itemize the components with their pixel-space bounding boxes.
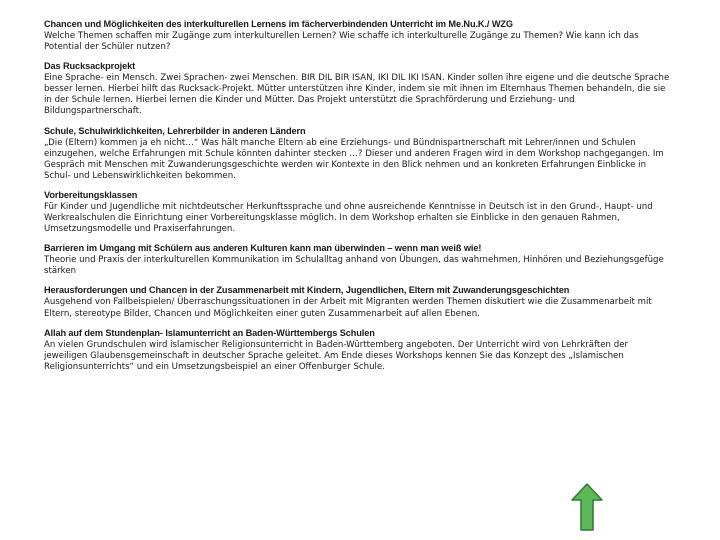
section-rucksackprojekt (44, 61, 674, 117)
section-heading: Schule, Schulwirklichkeiten, Lehrerbilder in anderen Ländern (44, 125, 306, 136)
section-heading: Das Rucksackprojekt (44, 61, 136, 72)
section-heading: Barrieren im Umgang mit Schülern aus anderen Kulturen kann man überwinden – wenn man weiß wie! (44, 243, 482, 254)
section-schulwirklichkeiten (44, 126, 674, 182)
section-body: Welche Themen schaffen mir Zugänge zum interkulturellen Lernen? Wie schaffe ich interkulturelle Zugänge zu Themen? Wie kann ich das Potential der Schüler nutzen? (44, 31, 639, 53)
up-arrow-icon[interactable] (570, 482, 604, 532)
section-body: Eine Sprache- ein Mensch. Zwei Sprachen- zwei Menschen. BIR DIL BIR ISAN, IKI DIL IKI ISAN. Kinder sollen ihre eigene und die deutsche Sprache besser lernen. Hierbei hilft das Rucksack-Projekt. Mütter unterstützen ihre Kinder, indem sie mit ihnen im Elternhaus Themen behandeln, die sie in der Schule lernen. Hierbei lernen die Kinder und Mütter. Das Projekt unterstützt die Sprachförderung und Erziehung- und Bildungspartnerschaft. (44, 73, 670, 117)
section-barrieren (44, 243, 674, 277)
section-body: Theorie und Praxis der interkulturellen Kommunikation im Schulalltag anhand von Übungen, das wahrnehmen, Hinhören und Beziehungsgefüge stärken (44, 255, 664, 277)
section-interkulturelles-lernen (44, 19, 674, 53)
section-islamunterricht (44, 328, 674, 373)
section-body: „Die (Eltern) kommen ja eh nicht…“ Was hält manche Eltern ab eine Erziehungs- und Bündnispartnerschaft mit Lehrer/innen und Schulen einzugehen, welche Erfahrungen mit Schule könnten dahinter stecken …? Dieser und anderen Fragen wird in dem Workshop nachgegangen. Im Gespräch mit Menschen mit Zuwanderungsgeschichte werden wir Kontexte in den Blick nehmen und an konkreten Erfahrungen Einblicke in Schul- und Lebenswirklichkeiten bekommen. (44, 137, 664, 181)
section-body: An vielen Grundschulen wird islamischer Religionsunterricht in Baden-Württemberg angeboten. Der Unterricht wird von Lehrkräften der jeweiligen Glaubensgemeinschaft in deutscher Sprache geleitet. Am Ende dieses Workshops kennen Sie das Konzept des „Islamischen Religionsunterrichts“ und ein Umsetzungsbeispiel an einer Offenburger Schule. (44, 339, 629, 372)
section-herausforderungen (44, 285, 674, 319)
section-heading: Vorbereitungsklassen (44, 189, 138, 200)
content-area (44, 19, 674, 381)
section-heading: Allah auf dem Stundenplan- Islamunterricht an Baden-Württembergs Schulen (44, 327, 375, 338)
section-heading: Herausforderungen und Chancen in der Zusammenarbeit mit Kindern, Jugendlichen, Eltern mit Zuwanderungsgeschichten (44, 285, 570, 296)
section-vorbereitungsklassen (44, 190, 674, 235)
section-body: Für Kinder und Jugendliche mit nichtdeutscher Herkunftssprache und ohne ausreichende Kenntnisse in Deutsch ist in den Grund-, Haupt- und Werkrealschulen die Einrichtung einer Vorbereitungsklasse möglich. In dem Workshop erhalten sie Einblicke in den genauen Rahmen, Umsetzungsmodelle und Praxiserfahrungen. (44, 201, 653, 235)
section-body: Ausgehend von Fallbeispielen/ Überraschungssituationen in der Arbeit mit Migranten werden Themen diskutiert wie die Zusammenarbeit mit Eltern, stereotype Bilder, Chancen und Möglichkeiten einer guten Zusammenarbeit auf allen Ebenen. (44, 297, 652, 319)
section-heading: Chancen und Möglichkeiten des interkulturellen Lernens im fächerverbindenden Unterricht im Me.Nu.K./ WZG (44, 19, 513, 29)
